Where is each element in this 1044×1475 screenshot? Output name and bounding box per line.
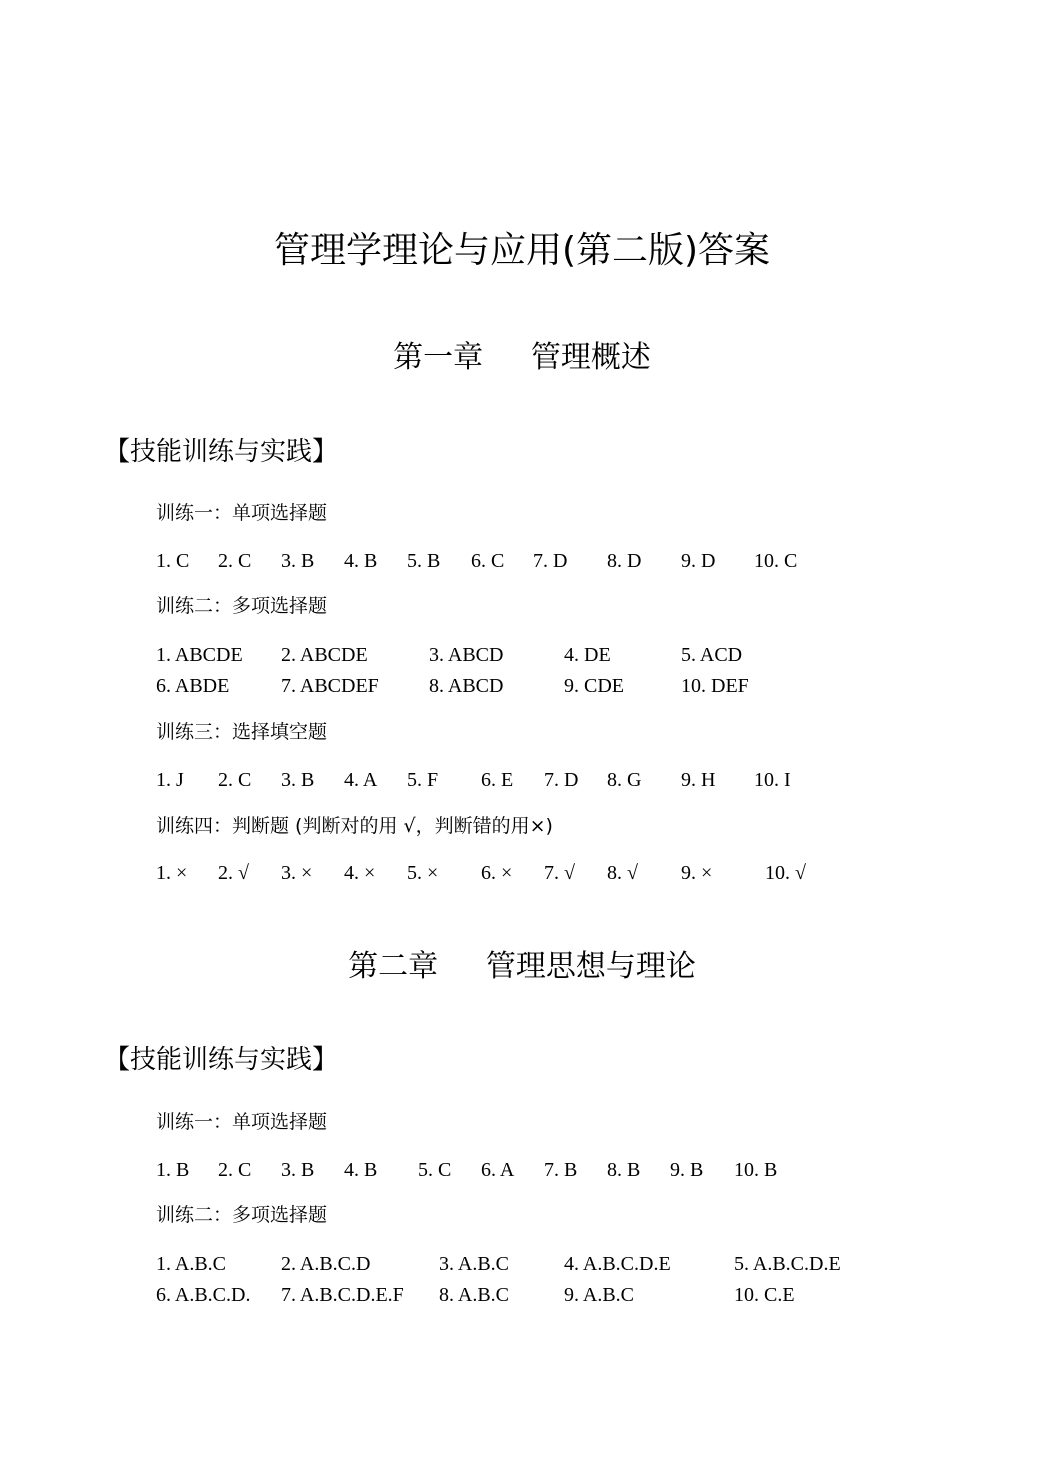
answer-row <box>156 1158 956 1182</box>
answer-item: 2. ABCDE <box>281 644 368 666</box>
exercise-label: 训练一：单项选择题 <box>156 1111 328 1133</box>
answer-item: 8. A.B.C <box>439 1284 510 1306</box>
answer-item: 4. B <box>344 550 378 572</box>
answer-item: 1. ABCDE <box>156 644 243 666</box>
answer-row <box>156 674 956 698</box>
answer-item: 6. A <box>481 1159 515 1181</box>
chapter-2-section-heading: 【技能训练与实践】 <box>104 1045 339 1075</box>
answer-row <box>156 1283 956 1307</box>
answer-item: 4. A.B.C.D.E <box>564 1253 671 1275</box>
answer-item: 4. DE <box>564 644 611 666</box>
exercise-label: 训练三：选择填空题 <box>156 721 328 743</box>
answer-item: 6. C <box>471 550 505 572</box>
exercise-label: 训练四：判断题 (判断对的用 √，判断错的用×) <box>156 815 553 837</box>
answer-item: 2. C <box>218 769 252 791</box>
answer-item: 10. √ <box>765 862 806 884</box>
answer-item: 7. B <box>544 1159 578 1181</box>
answer-item: 8. B <box>607 1159 641 1181</box>
answer-item: 10. DEF <box>681 675 749 697</box>
chapter-1-section-heading: 【技能训练与实践】 <box>104 437 339 467</box>
answer-row <box>156 861 956 885</box>
answer-item: 6. A.B.C.D. <box>156 1284 251 1306</box>
answer-item: 6. × <box>481 862 513 884</box>
answer-item: 1. J <box>156 769 184 791</box>
answer-item: 1. × <box>156 862 188 884</box>
chapter-1-heading: 第一章 管理概述 <box>393 340 651 375</box>
answer-item: 7. D <box>544 769 579 791</box>
exercise-label: 训练二：多项选择题 <box>156 595 328 617</box>
answer-item: 8. D <box>607 550 642 572</box>
answer-item: 9. B <box>670 1159 704 1181</box>
answer-item: 8. ABCD <box>429 675 504 697</box>
answer-row <box>156 1252 956 1276</box>
exercise-label: 训练二：多项选择题 <box>156 1204 328 1226</box>
exercise-label: 训练一：单项选择题 <box>156 502 328 524</box>
answer-item: 5. A.B.C.D.E <box>734 1253 841 1275</box>
answer-item: 10. C <box>754 550 798 572</box>
answer-item: 3. B <box>281 550 315 572</box>
answer-item: 1. A.B.C <box>156 1253 227 1275</box>
answer-item: 2. C <box>218 550 252 572</box>
answer-item: 7. D <box>533 550 568 572</box>
answer-item: 2. √ <box>218 862 249 884</box>
answer-item: 4. × <box>344 862 376 884</box>
answer-item: 3. × <box>281 862 313 884</box>
answer-item: 5. C <box>418 1159 452 1181</box>
answer-item: 9. D <box>681 550 716 572</box>
answer-item: 10. C.E <box>734 1284 795 1306</box>
document-title: 管理学理论与应用(第二版)答案 <box>273 230 771 271</box>
answer-item: 9. A.B.C <box>564 1284 635 1306</box>
answer-item: 4. A <box>344 769 378 791</box>
answer-item: 3. ABCD <box>429 644 504 666</box>
answer-item: 6. E <box>481 769 514 791</box>
answer-item: 3. A.B.C <box>439 1253 510 1275</box>
answer-item: 1. C <box>156 550 190 572</box>
answer-item: 3. B <box>281 1159 315 1181</box>
answer-item: 4. B <box>344 1159 378 1181</box>
answer-row <box>156 768 956 792</box>
answer-item: 10. I <box>754 769 791 791</box>
answer-row <box>156 549 956 573</box>
answer-item: 2. A.B.C.D <box>281 1253 371 1275</box>
answer-item: 8. √ <box>607 862 638 884</box>
answer-item: 9. H <box>681 769 716 791</box>
answer-item: 3. B <box>281 769 315 791</box>
answer-item: 9. × <box>681 862 713 884</box>
answer-item: 7. ABCDEF <box>281 675 379 697</box>
answer-item: 5. B <box>407 550 441 572</box>
answer-item: 10. B <box>734 1159 778 1181</box>
answer-item: 7. √ <box>544 862 575 884</box>
answer-item: 6. ABDE <box>156 675 230 697</box>
answer-item: 5. × <box>407 862 439 884</box>
answer-item: 2. C <box>218 1159 252 1181</box>
answer-item: 5. ACD <box>681 644 743 666</box>
answer-item: 9. CDE <box>564 675 624 697</box>
answer-item: 5. F <box>407 769 439 791</box>
answer-item: 7. A.B.C.D.E.F <box>281 1284 404 1306</box>
answer-row <box>156 643 956 667</box>
answer-item: 8. G <box>607 769 642 791</box>
chapter-2-heading: 第二章 管理思想与理论 <box>348 949 696 984</box>
answer-item: 1. B <box>156 1159 190 1181</box>
